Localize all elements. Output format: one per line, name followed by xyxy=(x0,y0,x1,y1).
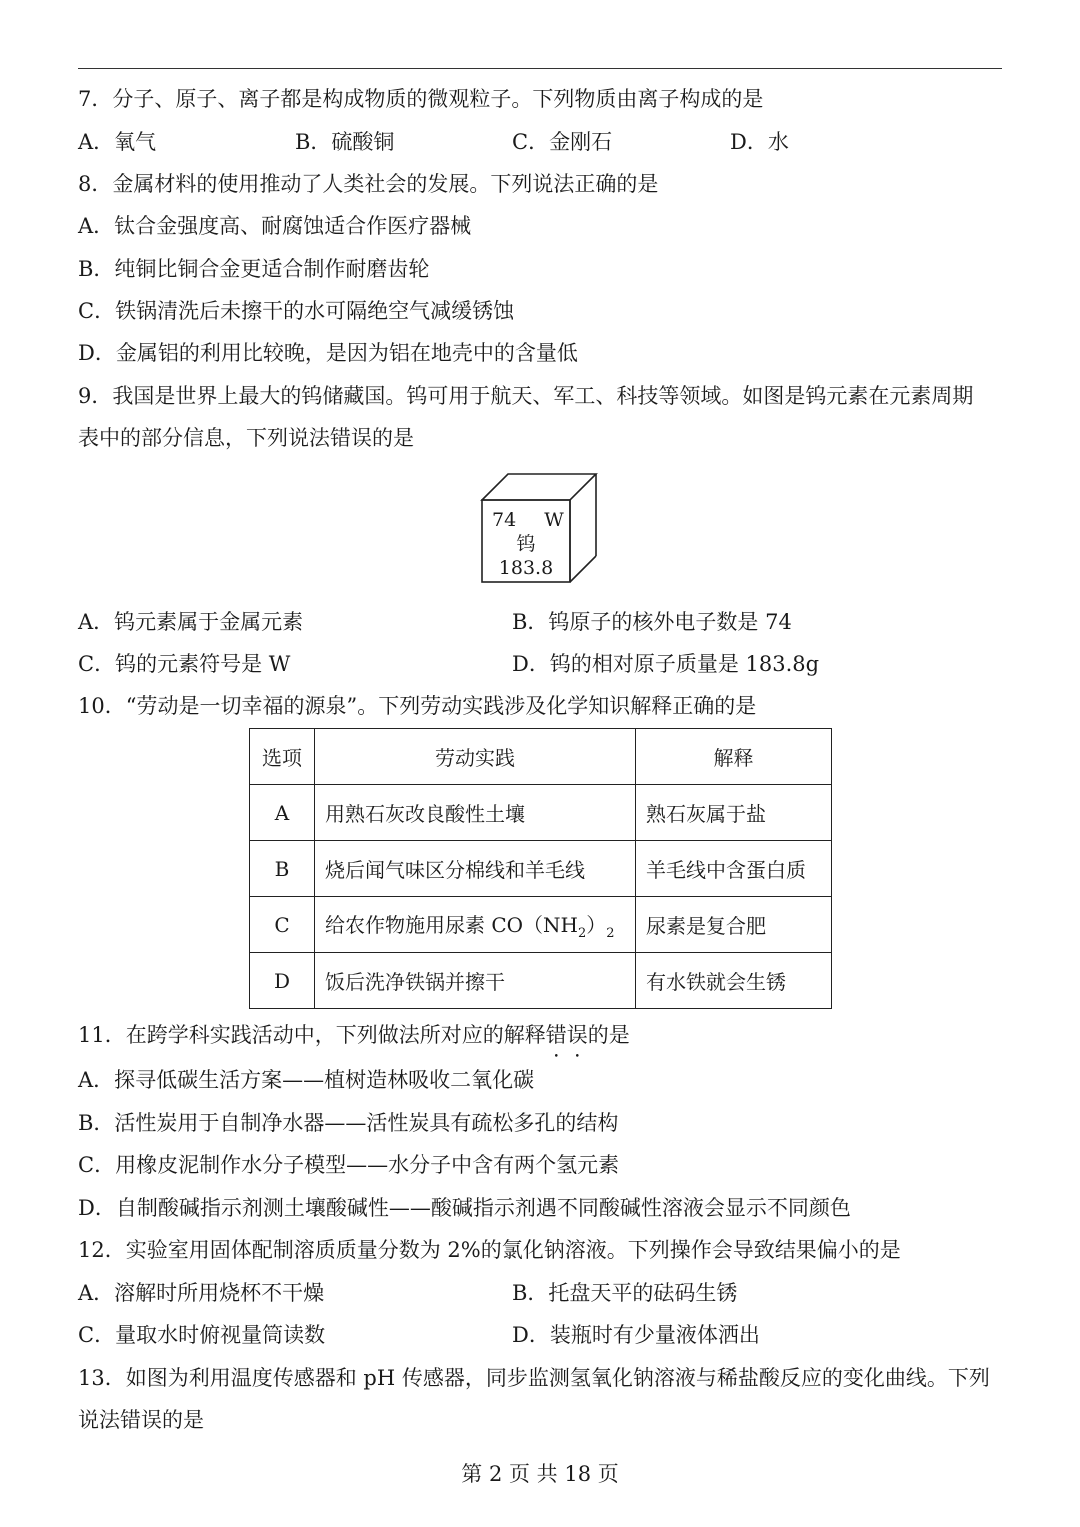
q13-stem-line1: 13．如图为利用温度传感器和 pH 传感器，同步监测氢氧化钠溶液与稀盐酸反应的变化曲线。下列 xyxy=(78,1366,990,1390)
row-practice: 饭后洗净铁锅并擦干 xyxy=(315,953,636,1009)
q8-option-d: D．金属铝的利用比较晚，是因为铝在地壳中的含量低 xyxy=(78,341,578,365)
q12-option-c: C．量取水时俯视量筒读数 xyxy=(78,1323,326,1347)
table-header-row xyxy=(250,729,832,785)
q8-option-c: C．铁锅清洗后未擦干的水可隔绝空气减缓锈蚀 xyxy=(78,299,515,323)
q11-option-d: D．自制酸碱指示剂测土壤酸碱性——酸碱指示剂遇不同酸碱性溶液会显示不同颜色 xyxy=(78,1196,851,1220)
q10-stem: 10．“劳动是一切幸福的源泉”。下列劳动实践涉及化学知识解释正确的是 xyxy=(78,694,757,718)
element-name: 钨 xyxy=(516,533,536,555)
q13-stem-line2: 说法错误的是 xyxy=(78,1408,204,1432)
q9-option-b: B．钨原子的核外电子数是 74 xyxy=(512,610,792,634)
q8-stem: 8．金属材料的使用推动了人类社会的发展。下列说法正确的是 xyxy=(78,172,659,196)
q7-option-b: B．硫酸铜 xyxy=(295,130,395,154)
tungsten-element-cube xyxy=(480,472,600,586)
page-footer: 第 2 页 共 18 页 xyxy=(461,1462,619,1486)
q11-option-c: C．用橡皮泥制作水分子模型——水分子中含有两个氢元素 xyxy=(78,1153,620,1177)
row-practice: 用熟石灰改良酸性土壤 xyxy=(315,785,636,841)
table-row xyxy=(250,785,832,841)
q7-option-c: C．金刚石 xyxy=(512,130,613,154)
row-explain: 熟石灰属于盐 xyxy=(636,785,832,841)
q8-option-b: B．纯铜比铜合金更适合制作耐磨齿轮 xyxy=(78,257,430,281)
header-rule xyxy=(78,68,1002,69)
subscript: 2 xyxy=(606,925,615,941)
q10-table xyxy=(249,728,832,1009)
q9-stem-line2: 表中的部分信息，下列说法错误的是 xyxy=(78,426,414,450)
emphasis-char: 错 xyxy=(545,1023,567,1047)
table-header-explain: 解释 xyxy=(636,729,832,785)
q9-stem-line1: 9．我国是世界上最大的钨储藏国。钨可用于航天、军工、科技等领域。如图是钨元素在元素周期 xyxy=(78,384,974,408)
row-option: D xyxy=(250,953,315,1009)
q7-stem: 7．分子、原子、离子都是构成物质的微观粒子。下列物质由离子构成的是 xyxy=(78,87,764,111)
row-explain: 有水铁就会生锈 xyxy=(636,953,832,1009)
q7-option-d: D．水 xyxy=(730,130,789,154)
table-header-option: 选项 xyxy=(250,729,315,785)
q9-option-d: D．钨的相对原子质量是 183.8g xyxy=(512,652,820,676)
q11-option-a: A．探寻低碳生活方案——植树造林吸收二氧化碳 xyxy=(78,1068,535,1092)
row-practice xyxy=(315,897,636,953)
q12-stem: 12．实验室用固体配制溶质质量分数为 2%的氯化钠溶液。下列操作会导致结果偏小的是 xyxy=(78,1238,901,1262)
q11-option-b: B．活性炭用于自制净水器——活性炭具有疏松多孔的结构 xyxy=(78,1111,619,1135)
emphasis-char: 误 xyxy=(566,1023,588,1047)
row-practice: 烧后闻气味区分棉线和羊毛线 xyxy=(315,841,636,897)
element-symbol: W xyxy=(544,509,564,531)
element-number: 74 xyxy=(492,509,517,531)
subscript: 2 xyxy=(578,925,587,941)
q8-option-a: A．钛合金强度高、耐腐蚀适合作医疗器械 xyxy=(78,214,472,238)
q12-option-d: D．装瓶时有少量液体洒出 xyxy=(512,1323,760,1347)
q7-option-a: A．氧气 xyxy=(78,130,157,154)
row-explain: 尿素是复合肥 xyxy=(636,897,832,953)
table-header-practice: 劳动实践 xyxy=(315,729,636,785)
q11-stem-text: 11．在跨学科实践活动中，下列做法所对应的解释 xyxy=(78,1023,546,1047)
q9-option-c: C．钨的元素符号是 W xyxy=(78,652,291,676)
q11-stem xyxy=(78,1021,630,1049)
q12-option-b: B．托盘天平的砝码生锈 xyxy=(512,1281,738,1305)
practice-text: ） xyxy=(586,912,607,937)
table-row xyxy=(250,897,832,953)
row-explain: 羊毛线中含蛋白质 xyxy=(636,841,832,897)
row-option: C xyxy=(250,897,315,953)
table-row xyxy=(250,841,832,897)
table-row xyxy=(250,953,832,1009)
practice-text: 给农作物施用尿素 CO（NH xyxy=(325,912,578,937)
row-option: A xyxy=(250,785,315,841)
q12-option-a: A．溶解时所用烧杯不干燥 xyxy=(78,1281,325,1305)
q9-option-a: A．钨元素属于金属元素 xyxy=(78,610,304,634)
row-option: B xyxy=(250,841,315,897)
q11-stem-text: 的是 xyxy=(587,1023,630,1047)
element-mass: 183.8 xyxy=(498,557,554,579)
